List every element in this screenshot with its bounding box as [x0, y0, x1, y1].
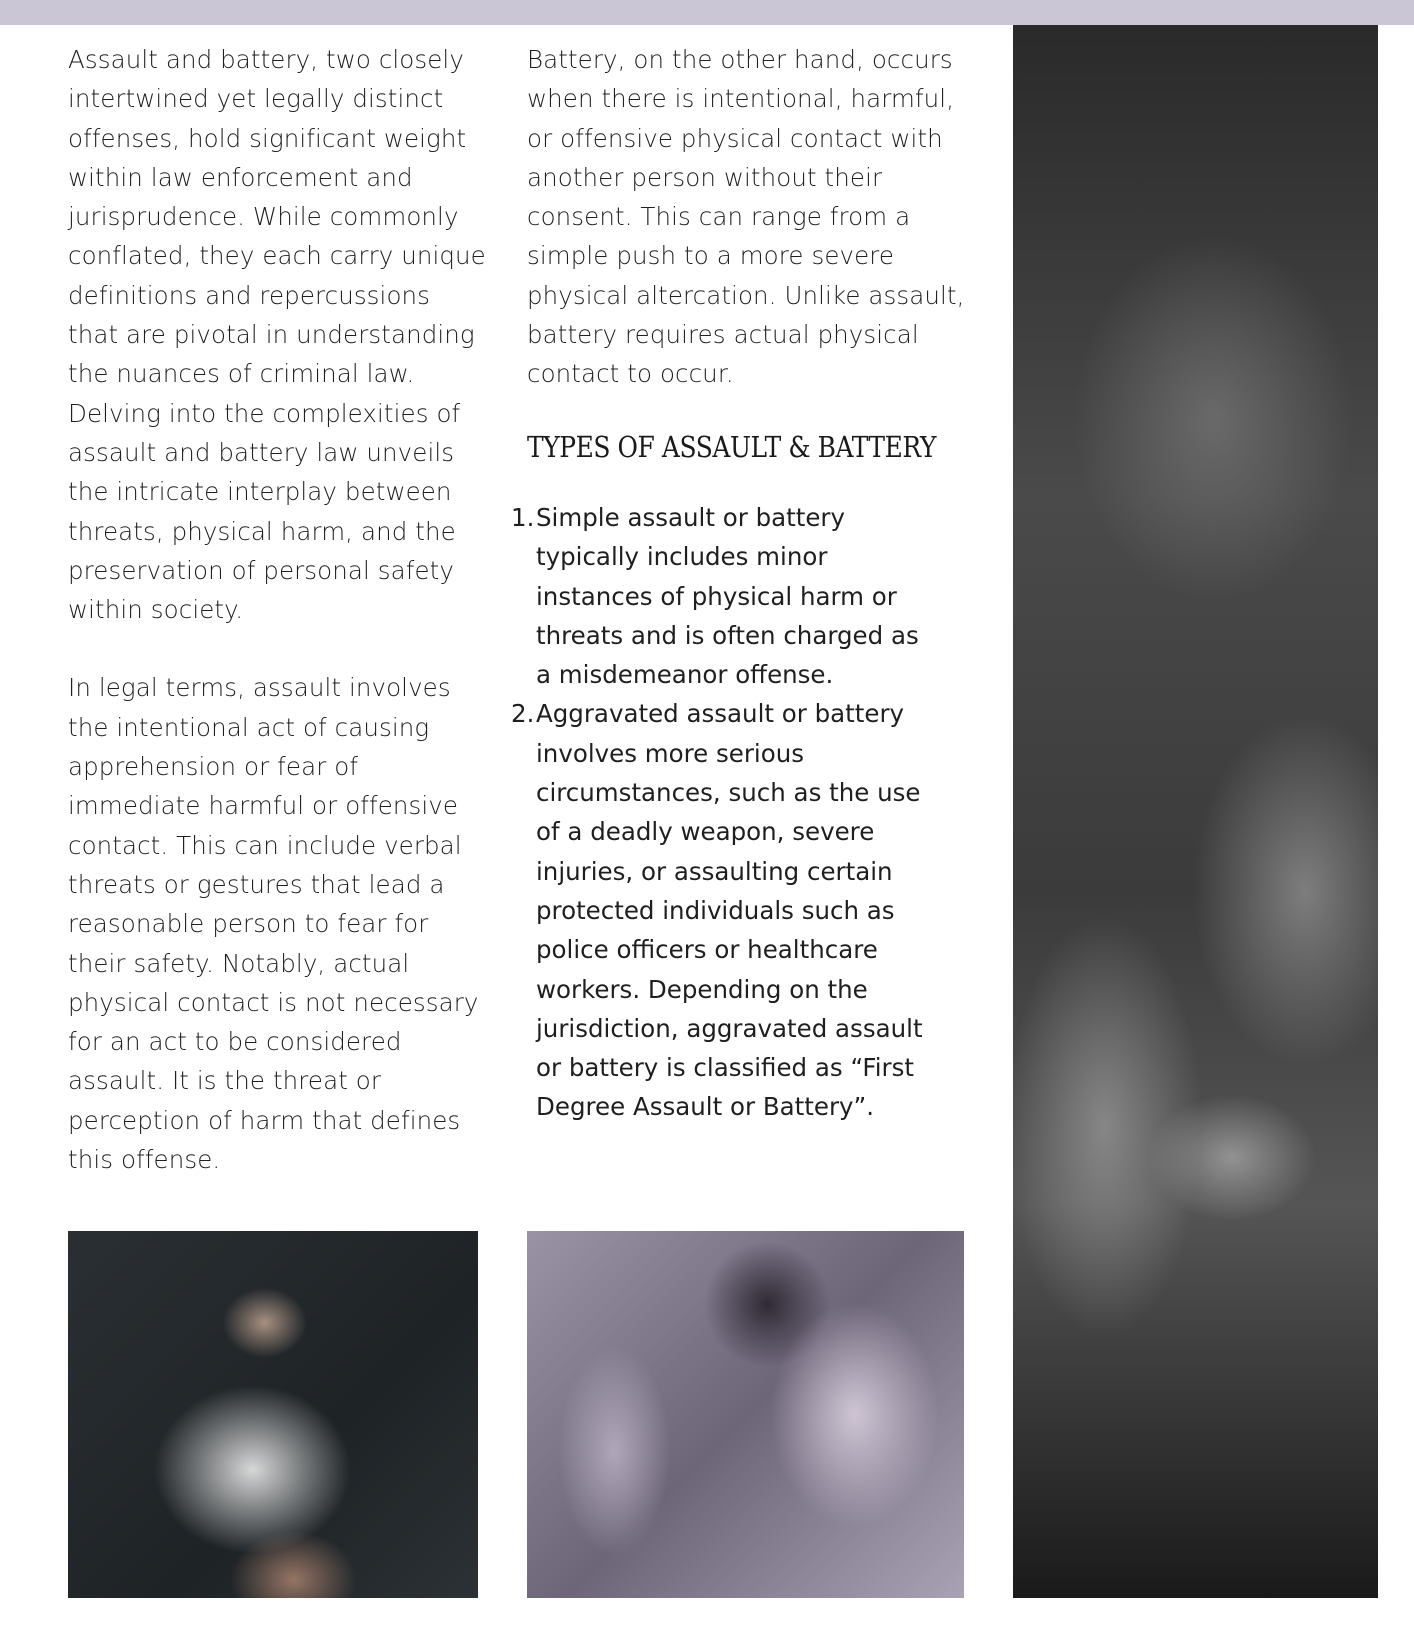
list-item-text: Aggravated assault or battery involves more serious circumstances, such as the use of a deadly weapon, severe injuries, or assaulting certain protected individuals such as police officers or healthcare workers. Depending on the jurisdiction, aggravated assault or battery is classified as “First Degree Assault or Battery”.: [536, 699, 923, 1122]
list-item-number: 2.: [511, 699, 535, 729]
section-heading: TYPES OF ASSAULT & BATTERY: [527, 430, 936, 464]
intro-paragraph: Assault and battery, two closely intertwined yet legally distinct offenses, hold significant weight within law enforcement and jurisprudence. While commonly conflated, they each carry unique definitions and repercussions that are pivotal in understanding the nuances of criminal law. Delving into the complexities of assault and battery law unveils the intricate interplay between threats, physical harm, and the preservation of personal safety within society.: [68, 45, 486, 625]
list-item: [511, 498, 931, 694]
list-item-number: 1.: [511, 503, 535, 532]
types-list: [511, 498, 931, 1127]
list-item: [511, 694, 931, 1126]
left-text-column: [68, 40, 488, 1179]
list-item-text: Simple assault or battery typically includes minor instances of physical harm or threats and is often charged as a misdemeanor offense.: [536, 503, 919, 690]
middle-text-column: [527, 40, 987, 394]
raised-hand-photo: [527, 1231, 964, 1598]
top-accent-bar: [0, 0, 1414, 25]
crouching-person-photo: [68, 1231, 478, 1598]
assault-definition-paragraph: In legal terms, assault involves the intentional act of causing apprehension or fear of immediate harmful or offensive contact. This can include verbal threats or gestures that lead a reasonable person to fear for their safety. Notably, actual physical contact is not necessary for an act to be considered assault. It is the threat or perception of harm that defines this offense.: [68, 673, 479, 1175]
battery-definition-paragraph: Battery, on the other hand, occurs when there is intentional, harmful, or offensive physical contact with another person without their consent. This can range from a simple push to a more severe physical altercation. Unlike assault, battery requires actual physical contact to occur.: [527, 45, 965, 389]
face-covered-photo: [1013, 25, 1378, 1598]
